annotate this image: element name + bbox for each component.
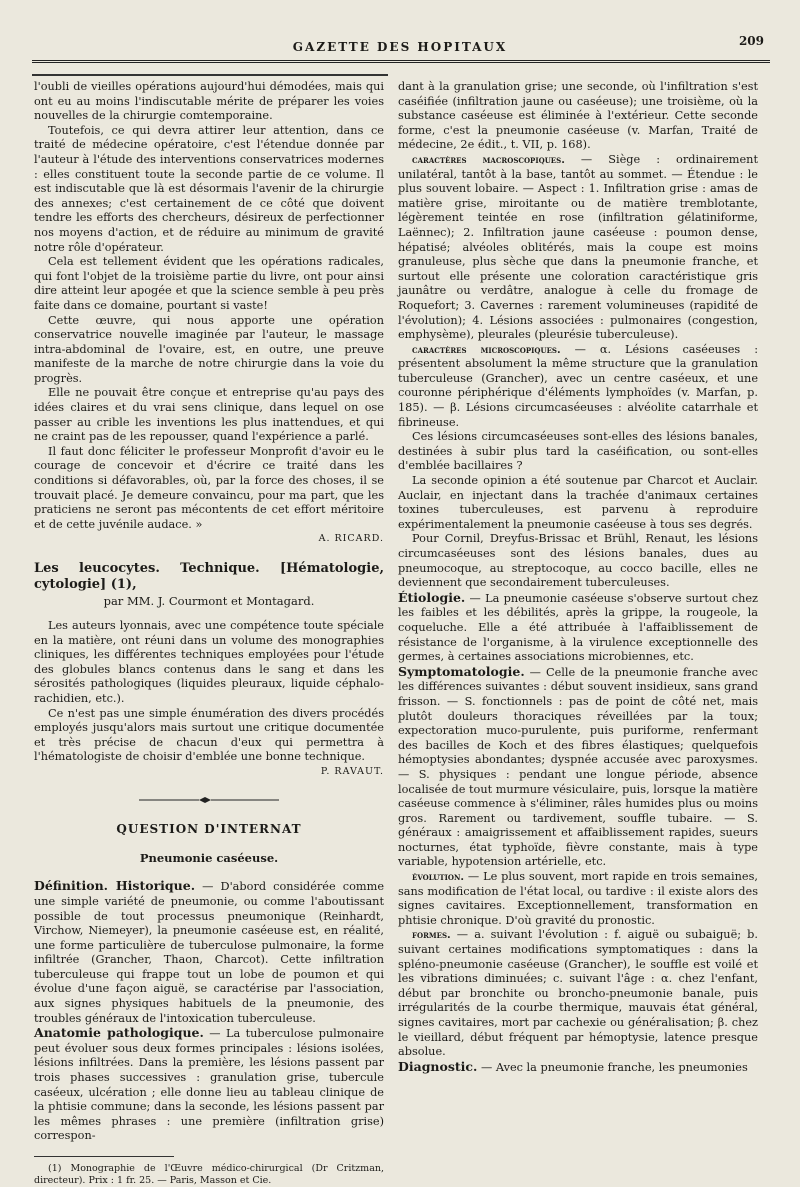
paragraph-text: — D'abord considérée comme une simple variété de pneumonie, ou comme l'aboutissant possible de tout processus pneumonique (Reinhardt, Virchow, Niemeyer), la pneumonie caséeuse est, en réalité, une forme particulière de tuberculose pulmonaire, la forme infiltrée (Grancher, Thaon, Charcot). Cette infiltration tuberculeuse qui frappe tout un lobe de poumon et qui évolue d'une façon aiguë, se caractérise par l'association, aux signes physiques habituels de la pneumonie, des troubles généraux de l'intoxication tuberculeuse. [34,880,384,1025]
paragraph [34,1026,384,1144]
book-authors: par MM. J. Courmont et Montagard. [103,594,315,608]
run-in-heading: formes. [412,929,451,942]
paragraph [398,153,758,343]
run-in-heading: Symptomatologie. [398,663,525,679]
paragraph: Elle ne pouvait être conçue et entreprise qu'au pays des idées claires et du vrai sens clinique, dans lequel on ose passer au crible les inventions les plus inattendues, et qui ne craint pas de les repousser, quand l'expérience a parlé. [34,386,384,444]
paragraph [398,870,758,928]
paragraph-text: — a. suivant l'évolution : f. aiguë ou subaiguë; b. suivant certaines modifications symptomatiques : dans la spléno-pneumonie caséeuse (Grancher), le souffle est voilé et les vibrations diminuées; c. suivant l'âge : α. chez l'enfant, début par bronchite ou broncho-pneumonie banale, puis irrégularités de la courbe thermique, mauvais état général, signes cavitaires, mort par cachexie ou généralisation; β. chez le vieillard, début fréquent par hémoptysie, latence presque absolue. [398,928,758,1059]
section-title: QUESTION D'INTERNAT [116,822,302,837]
footnote-rule [34,1156,174,1157]
paragraph [398,1060,758,1076]
paragraph: Pour Cornil, Dreyfus-Brissac et Brühl, Renaut, les lésions circumcaséeuses sont des lésions banales, dues au pneumocoque, au streptocoque, au cocco bacille, elles ne deviennent que secondairement tuberculeuses. [398,532,758,590]
ornament-divider [34,794,384,809]
paragraph-text: — Celle de la pneumonie franche avec les différences suivantes : début souvent insidieux, sans grand frisson. — S. fonctionnels : pas de point de côté net, mais plutôt douleurs thoraciques réveillées par la toux; expectoration muco-purulente, puis puriforme, renfermant des bacilles de Koch et des fibres élastiques; quelquefois hémoptysies abondantes; dyspnée accusée avec paroxysmes. — S. physiques : pendant une longue période, absence localisée de tout murmure vésiculaire, puis, lorsque la matière caséeuse commence à s'éliminer, râles humides plus ou moins gros. Rarement ou tardivement, souffle tubaire. — S. généraux : amaigrissement et affaiblissement rapides, sueurs nocturnes, état typhoïde, fièvre constante, mais à type variable, hypotension artérielle, etc. [398,665,758,869]
paragraph: Ces lésions circumcaséeuses sont-elles des lésions banales, destinées à subir plus tard la caséification, ou sont-elles d'emblée bacillaires ? [398,430,758,473]
right-column [398,80,758,1075]
paragraph: La seconde opinion a été soutenue par Charcot et Auclair. Auclair, en injectant dans la trachée d'animaux certaines toxines tuberculeuses, est parvenu à reproduire expérimentalement la pneumonie caséeuse à tous ses degrés. [398,474,758,531]
paragraph: Les auteurs lyonnais, avec une compétence toute spéciale en la matière, ont réuni dans un volume des monographies cliniques, les différentes techniques employées pour l'étude des globules blancs contenus dans le sang et dans les sérosités pathologiques (liquides pleuraux, liquide céphalo-rachidien, etc.). [34,619,384,705]
article-subtitle: Pneumonie caséeuse. [139,850,279,865]
ornament-rule [139,797,279,803]
page-number: 209 [738,34,764,48]
run-in-heading: Anatomie pathologique. [34,1025,204,1041]
left-column [34,80,384,1187]
run-in-heading: évolution. [412,871,465,884]
run-in-heading: Diagnostic. [398,1058,478,1074]
signature: P. RAVAUT. [320,765,384,777]
paragraph: Ce n'est pas une simple énumération des divers procédés employés jusqu'alors mais surtout une critique documentée et très précise de chacun d'eux qui permettra à l'hématologiste de choisir d'emblée une bonne technique. [34,706,384,764]
paragraph: Toutefois, ce qui devra attirer leur attention, dans ce traité de médecine opératoire, c'est l'étendue donnée par l'auteur à l'étude des interventions conservatrices modernes : elles constituent toute la seconde partie de ce volume. Il est indiscutable que là est désormais l'avenir de la chirurgie des annexes; c'est certainement de ce côté que doivent tendre les efforts des chercheurs, désireux de perfectionner nos moyens d'action, et de réduire au minimum de gravité notre rôle d'opérateur. [34,123,384,254]
journal-title: GAZETTE DES HOPITAUX [292,40,508,54]
header-rule [32,60,770,66]
paragraph: Cela est tellement évident que les opérations radicales, qui font l'objet de la troisième partie du livre, ont pour ainsi dire atteint leur apogée et que la science semble à peu près faite dans ce domaine, pourtant si vaste! [34,255,384,312]
paragraph-text: — α. Lésions caséeuses : présentent absolument la même structure que la granulation tuberculeuse (Grancher), avec un centre caséeux, et une couronne périphérique d'éléments lymphoïdes (v. Marfan, p. 185). — β. Lésions circumcaséeuses : alvéolite catarrhale et fibrineuse. [398,342,758,429]
paragraph [34,879,384,1026]
paragraph-text: — La tuberculose pulmonaire peut évoluer sous deux formes principales : lésions isolées, lésions infiltrées. Dans la première, les lésions passent par trois phases successives : granulation grise, tubercule caséeux, ulcération ; elle donne lieu au tableau clinique de la phtisie commune; dans la seconde, les lésions passent par les mêmes phrases : une première (infiltration grise) correspon- [34,1027,384,1143]
footnote: (1) Monographie de l'Œuvre médico-chirurgical (Dr Critzman, directeur). Prix : 1 fr. 25. — Paris, Masson et Cie. [34,1163,384,1186]
column-rule [32,74,388,76]
paragraph-text: — Avec la pneumonie franche, les pneumonies [477,1060,748,1074]
page-header [30,30,770,60]
paragraph-text: — Siège : ordinairement unilatéral, tantôt à la base, tantôt au sommet. — Étendue : le plus souvent lobaire. — Aspect : 1. Infiltration grise : amas de matière grise, miroitante ou de matière tremblotante, légèrement teintée en rose (infiltration gélatiniforme, Laënnec); 2. Infiltration jaune caséeuse : poumon dense, hépatisé; alvéoles oblitérés, mais la coupe est moins granuleuse, plus sèche que dans la pneumonie franche, et surtout elle présente une coloration caractéristique gris jaunâtre ou verdâtre, analogue à celle du fromage de Roquefort; 3. Cavernes : rarement volumineuses (rapidité de l'évolution); 4. Lésions associées : pulmonaires (congestion, emphysème), pleurales (pleurésie tuberculeuse). [398,152,758,342]
paragraph [398,928,758,1059]
book-title: Les leucocytes. Technique. [Hématologie, cytologie] (1), [34,561,384,592]
paragraph: Il faut donc féliciter le professeur Monprofit d'avoir eu le courage de concevoir et d'écrire ce traité dans les conditions si défavorables, où, par la force des choses, il se trouvait placé. Je demeure convaincu, pour ma part, que les praticiens ne seront pas mécontents de cet effort méritoire et de cette juvénile audace. » [34,444,384,531]
run-in-heading: caractères microscopiques. [412,343,561,356]
paragraph: dant à la granulation grise; une seconde, où l'infiltration s'est caséifiée (infiltration jaune ou caséeuse); une troisième, où la substance caséeuse est éliminée à l'extérieur. Cette seconde forme, c'est la pneumonie caséeuse (v. Marfan, Traité de médecine, 2e édit., t. VII, p. 168). [398,80,758,152]
run-in-heading: Définition. Historique. [34,878,196,894]
signature: A. RICARD. [318,533,384,545]
paragraph: l'oubli de vieilles opérations aujourd'hui démodées, mais qui ont eu au moins l'indiscutable mérite de préparer les voies nouvelles de la chirurgie comtemporaine. [34,80,384,123]
paragraph [398,343,758,431]
paragraph-text: — La pneumonie caséeuse s'observe surtout chez les faibles et les débilités, après la grippe, la rougeole, la coqueluche. Elle a été attribuée à l'affaiblissement de résistance de l'organisme, à la virulence exceptionnelle des germes, à certaines associations microbiennes, etc. [398,591,758,664]
paragraph-text: — Le plus souvent, mort rapide en trois semaines, sans modification de l'état local, ou tardive : il existe alors des signes cavitaires. Exceptionnellement, transformation en phtisie chronique. D'où gravité du pronostic. [398,870,758,927]
paragraph [398,665,758,870]
book-review-heading [34,561,384,609]
run-in-heading: Étiologie. [398,589,466,605]
paragraph [398,591,758,665]
paragraph: Cette œuvre, qui nous apporte une opération conservatrice nouvelle imaginée par l'auteur, le massage intra-abdominal de l'ovaire, est, en outre, une preuve manifeste de la marche de notre chirurgie dans la voie du progrès. [34,313,384,385]
run-in-heading: caractères macroscopiques. [412,153,565,166]
